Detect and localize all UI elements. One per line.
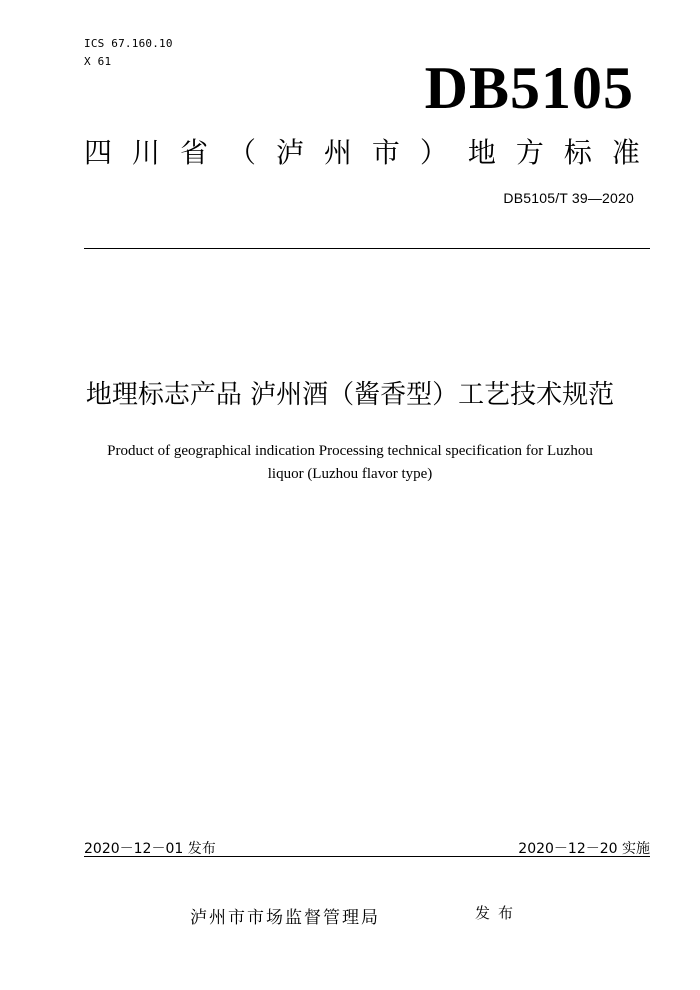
standard-level-title <box>84 136 640 170</box>
classification-code: X 61 <box>84 55 112 68</box>
title-chinese: 地理标志产品 泸州酒（酱香型）工艺技术规范 <box>85 380 615 410</box>
level-char: 方 <box>515 136 544 169</box>
level-char: ） <box>419 136 448 169</box>
level-char: （ <box>227 136 256 169</box>
level-char: 州 <box>323 136 352 169</box>
standard-number: DB5105/T 39—2020 <box>503 190 634 206</box>
level-char: 泸 <box>275 136 304 169</box>
title-english <box>60 440 640 486</box>
issue-label: 发布 <box>475 904 522 922</box>
level-char: 准 <box>611 136 640 169</box>
level-char: 地 <box>467 136 496 169</box>
footer-divider <box>84 856 650 857</box>
level-char: 川 <box>131 136 160 169</box>
ics-code: ICS 67.160.10 <box>84 37 173 50</box>
publish-date: 2020－12－01 发布 <box>84 841 216 857</box>
level-char: 省 <box>179 136 208 169</box>
level-char: 标 <box>563 136 592 169</box>
level-char: 市 <box>371 136 400 169</box>
header-divider <box>84 248 650 249</box>
level-char: 四 <box>84 136 113 169</box>
implement-date: 2020－12－20 实施 <box>518 841 650 857</box>
issuing-authority: 泸州市市场监督管理局 <box>190 908 380 928</box>
db-code-heading: DB5105 <box>424 55 634 121</box>
title-english-line: liquor (Luzhou flavor type) <box>267 466 433 482</box>
title-english-line: Product of geographical indication Processing technical specification for Luzhou <box>107 443 593 459</box>
